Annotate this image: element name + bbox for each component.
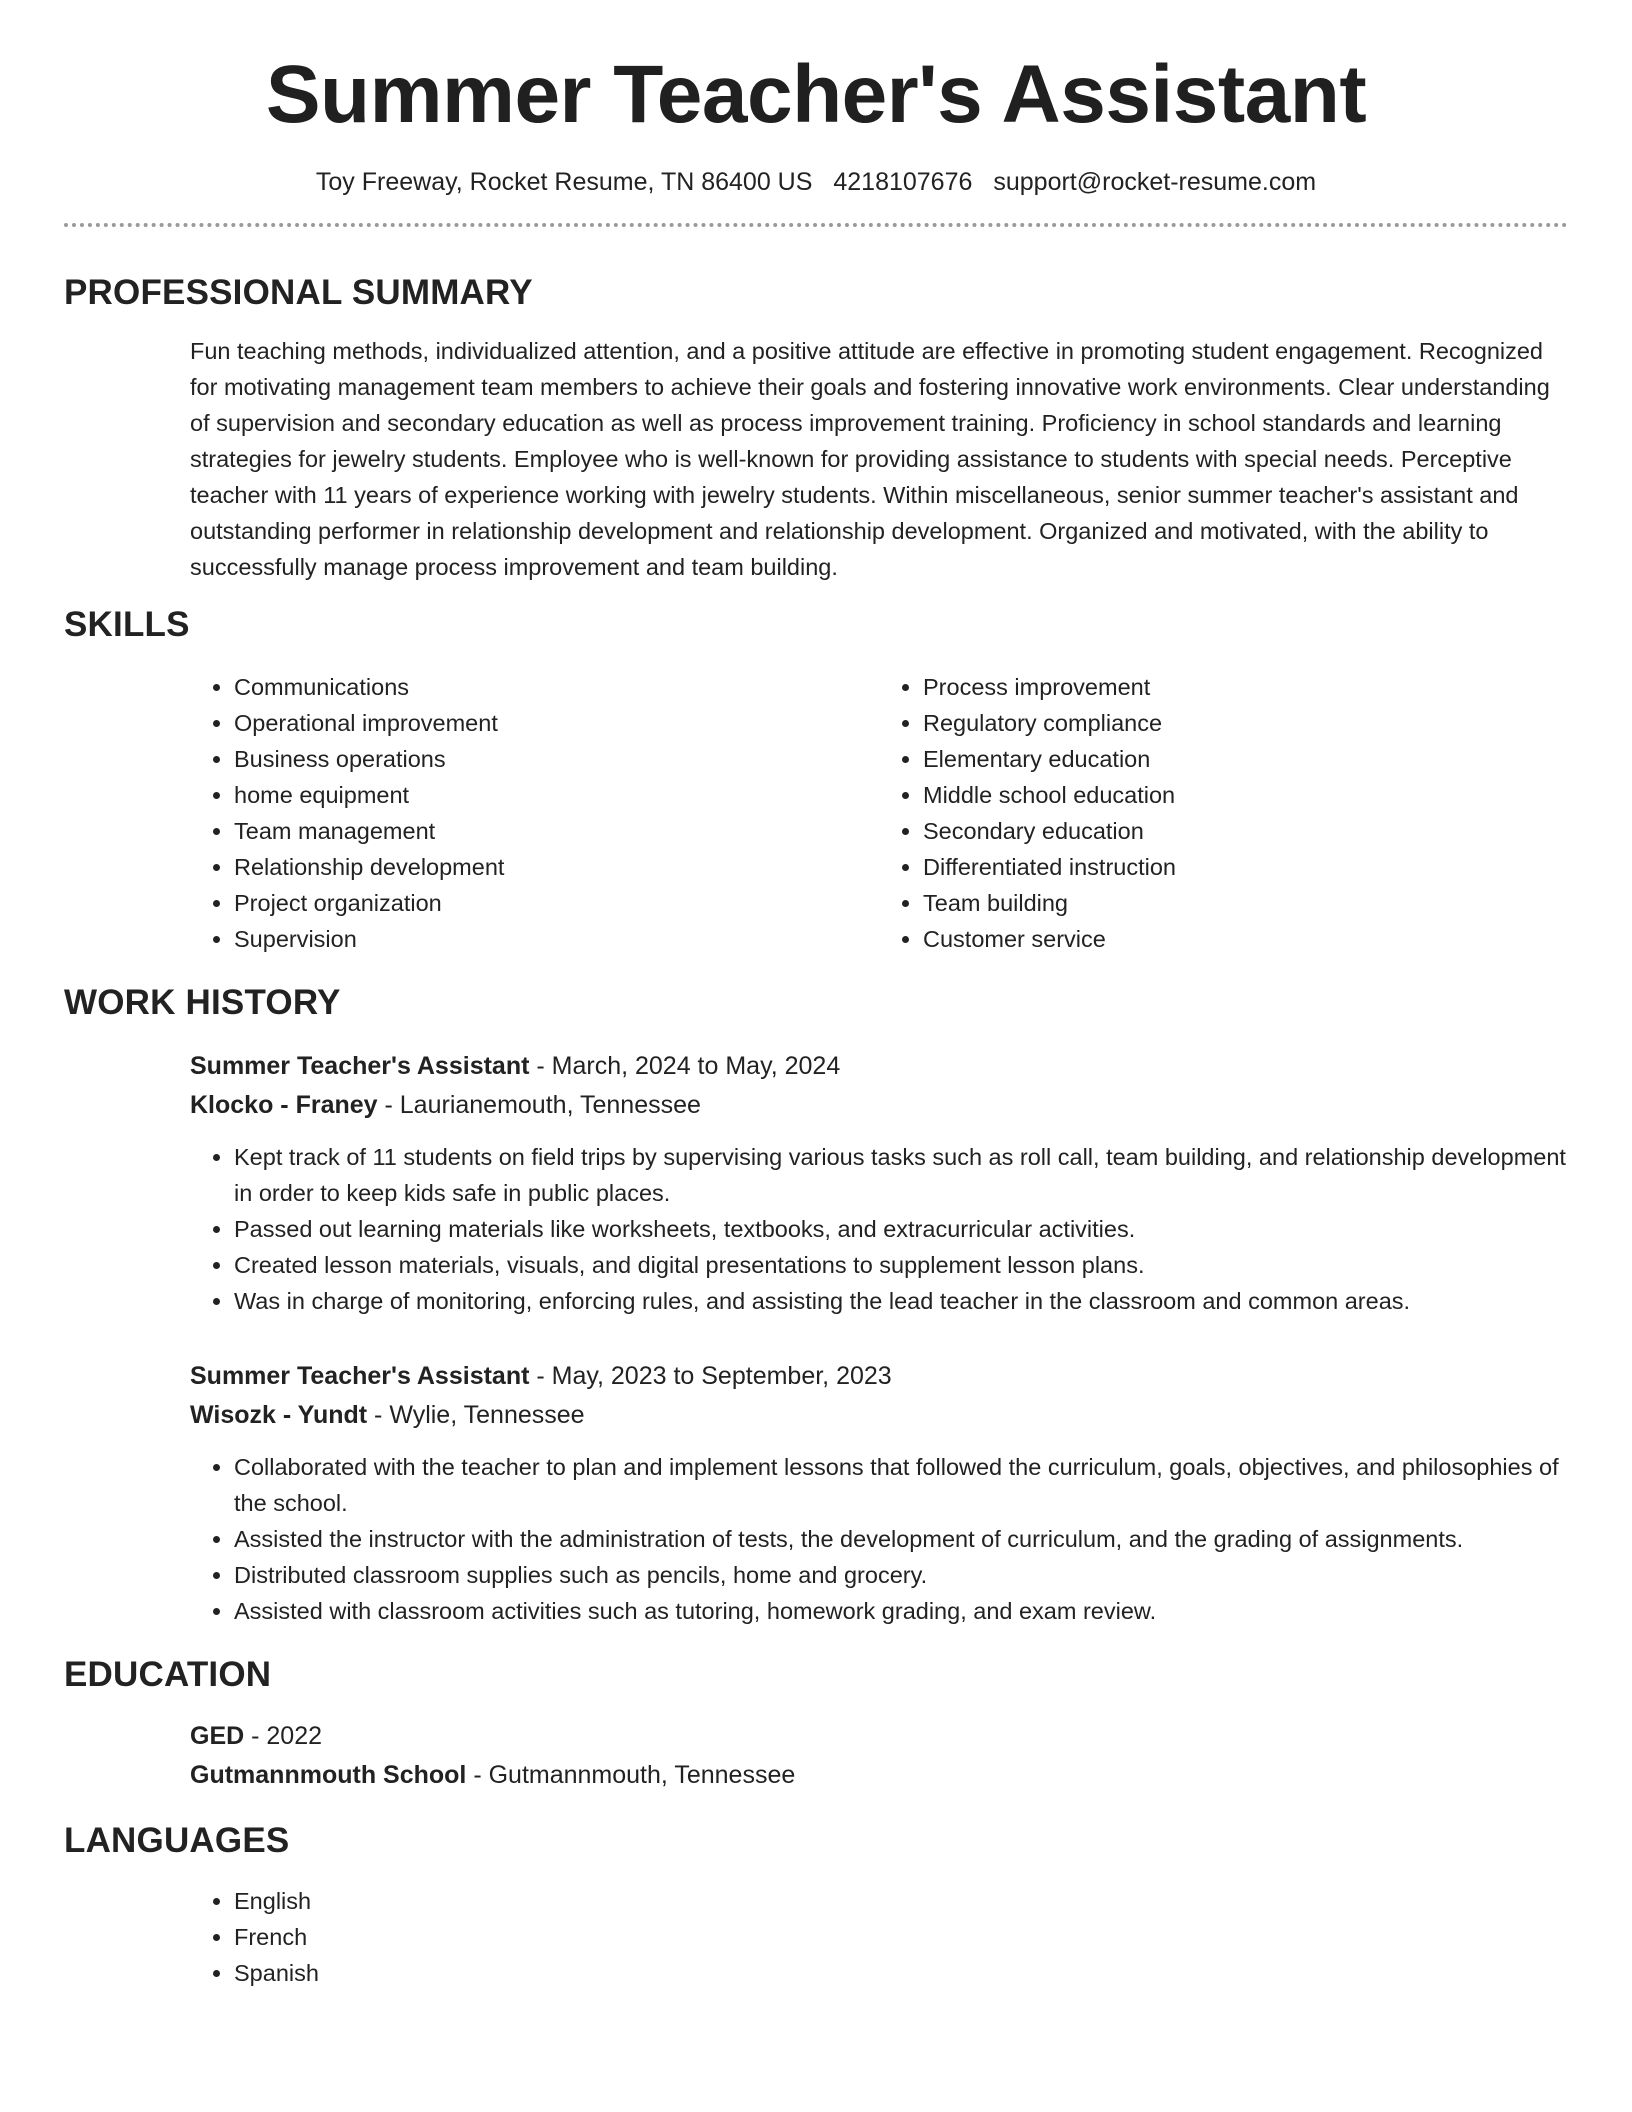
work-history-heading: WORK HISTORY xyxy=(64,983,341,1023)
education-school-line xyxy=(190,1756,1568,1795)
education-location: - Gutmannmouth, Tennessee xyxy=(466,1761,796,1790)
skill-item: • Differentiated instruction xyxy=(923,849,1568,885)
language-item: • French xyxy=(234,1919,1568,1955)
contact-address: Toy Freeway, Rocket Resume, TN 86400 US xyxy=(315,168,813,197)
job-bullet: • Passed out learning materials like worksheets, textbooks, and extracurricular activities. xyxy=(234,1211,1568,1247)
job-dates: - May, 2023 to September, 2023 xyxy=(529,1362,892,1391)
job-bullets xyxy=(190,1139,1568,1319)
skills-column-left xyxy=(190,669,879,957)
skills-heading: SKILLS xyxy=(64,605,190,645)
languages-heading: LANGUAGES xyxy=(64,1821,290,1861)
job-role: Summer Teacher's Assistant xyxy=(190,1052,530,1081)
resume-name: Summer Teacher's Assistant xyxy=(265,49,1367,140)
job-location: - Wylie, Tennessee xyxy=(367,1401,585,1430)
skill-item: • Team building xyxy=(923,885,1568,921)
job-company: Klocko - Franey xyxy=(190,1091,378,1120)
skill-item: • Project organization xyxy=(234,885,879,921)
job-bullet: • Collaborated with the teacher to plan and implement lessons that followed the curriculum, goals, objectives, and philosophies of the school. xyxy=(234,1449,1568,1521)
skill-item: • Customer service xyxy=(923,921,1568,957)
job-role: Summer Teacher's Assistant xyxy=(190,1362,530,1391)
job-location: - Laurianemouth, Tennessee xyxy=(377,1091,701,1120)
skill-item: • Relationship development xyxy=(234,849,879,885)
skill-item: • Operational improvement xyxy=(234,705,879,741)
skill-item: • Process improvement xyxy=(923,669,1568,705)
contact-phone: 4218107676 xyxy=(833,168,973,197)
skill-item: • Business operations xyxy=(234,741,879,777)
skills-column-right xyxy=(879,669,1568,957)
language-item: • Spanish xyxy=(234,1955,1568,1991)
education-year: - 2022 xyxy=(244,1722,323,1751)
job-bullet: • Kept track of 11 students on field trips by supervising various tasks such as roll call, team building, and relationship development in order to keep kids safe in public places. xyxy=(234,1139,1568,1211)
header-divider xyxy=(64,223,1568,227)
job-bullet: • Distributed classroom supplies such as pencils, home and grocery. xyxy=(234,1557,1568,1593)
summary-heading: PROFESSIONAL SUMMARY xyxy=(64,273,533,313)
job-entry xyxy=(64,1047,1568,1319)
languages-list xyxy=(190,1883,1568,1991)
job-company-line xyxy=(190,1396,1568,1435)
education-degree-line xyxy=(190,1717,1568,1756)
skill-item: • home equipment xyxy=(234,777,879,813)
education-heading: EDUCATION xyxy=(64,1655,272,1695)
job-bullet: • Created lesson materials, visuals, and digital presentations to supplement lesson plans. xyxy=(234,1247,1568,1283)
education-school: Gutmannmouth School xyxy=(190,1761,467,1790)
skill-item: • Team management xyxy=(234,813,879,849)
skill-item: • Regulatory compliance xyxy=(923,705,1568,741)
summary-text: Fun teaching methods, individualized attention, and a positive attitude are effective in promoting student engagement. Recognized for motivating management team members to achieve their goals and fostering innovative work environments. Clear understanding of supervision and secondary education as well as process improvement training. Proficiency in school standards and learning strategies for jewelry students. Employee who is well-known for providing assistance to students with special needs. Perceptive teacher with 11 years of experience working with jewelry students. Within miscellaneous, senior summer teacher's assistant and outstanding performer in relationship development and relationship development. Organized and motivated, with the ability to successfully manage process improvement and team building. xyxy=(190,338,1550,581)
resume-page xyxy=(64,48,1568,1991)
job-entry xyxy=(64,1357,1568,1629)
skills-grid xyxy=(190,669,1568,957)
skill-item: • Middle school education xyxy=(923,777,1568,813)
skill-item: • Secondary education xyxy=(923,813,1568,849)
job-dates: - March, 2024 to May, 2024 xyxy=(529,1052,841,1081)
job-bullet: • Assisted with classroom activities such as tutoring, homework grading, and exam review. xyxy=(234,1593,1568,1629)
job-title-line xyxy=(190,1357,1568,1396)
education-entry xyxy=(64,1717,1568,1795)
job-bullet: • Was in charge of monitoring, enforcing rules, and assisting the lead teacher in the classroom and common areas. xyxy=(234,1283,1568,1319)
job-company: Wisozk - Yundt xyxy=(190,1401,368,1430)
contact-email: support@rocket-resume.com xyxy=(993,168,1317,197)
education-degree: GED xyxy=(190,1722,245,1751)
contact-line xyxy=(64,168,1568,197)
language-item: • English xyxy=(234,1883,1568,1919)
skill-item: • Elementary education xyxy=(923,741,1568,777)
skill-item: • Supervision xyxy=(234,921,879,957)
job-company-line xyxy=(190,1086,1568,1125)
skill-item: • Communications xyxy=(234,669,879,705)
job-bullets xyxy=(190,1449,1568,1629)
job-bullet: • Assisted the instructor with the administration of tests, the development of curriculum, and the grading of assignments. xyxy=(234,1521,1568,1557)
job-title-line xyxy=(190,1047,1568,1086)
